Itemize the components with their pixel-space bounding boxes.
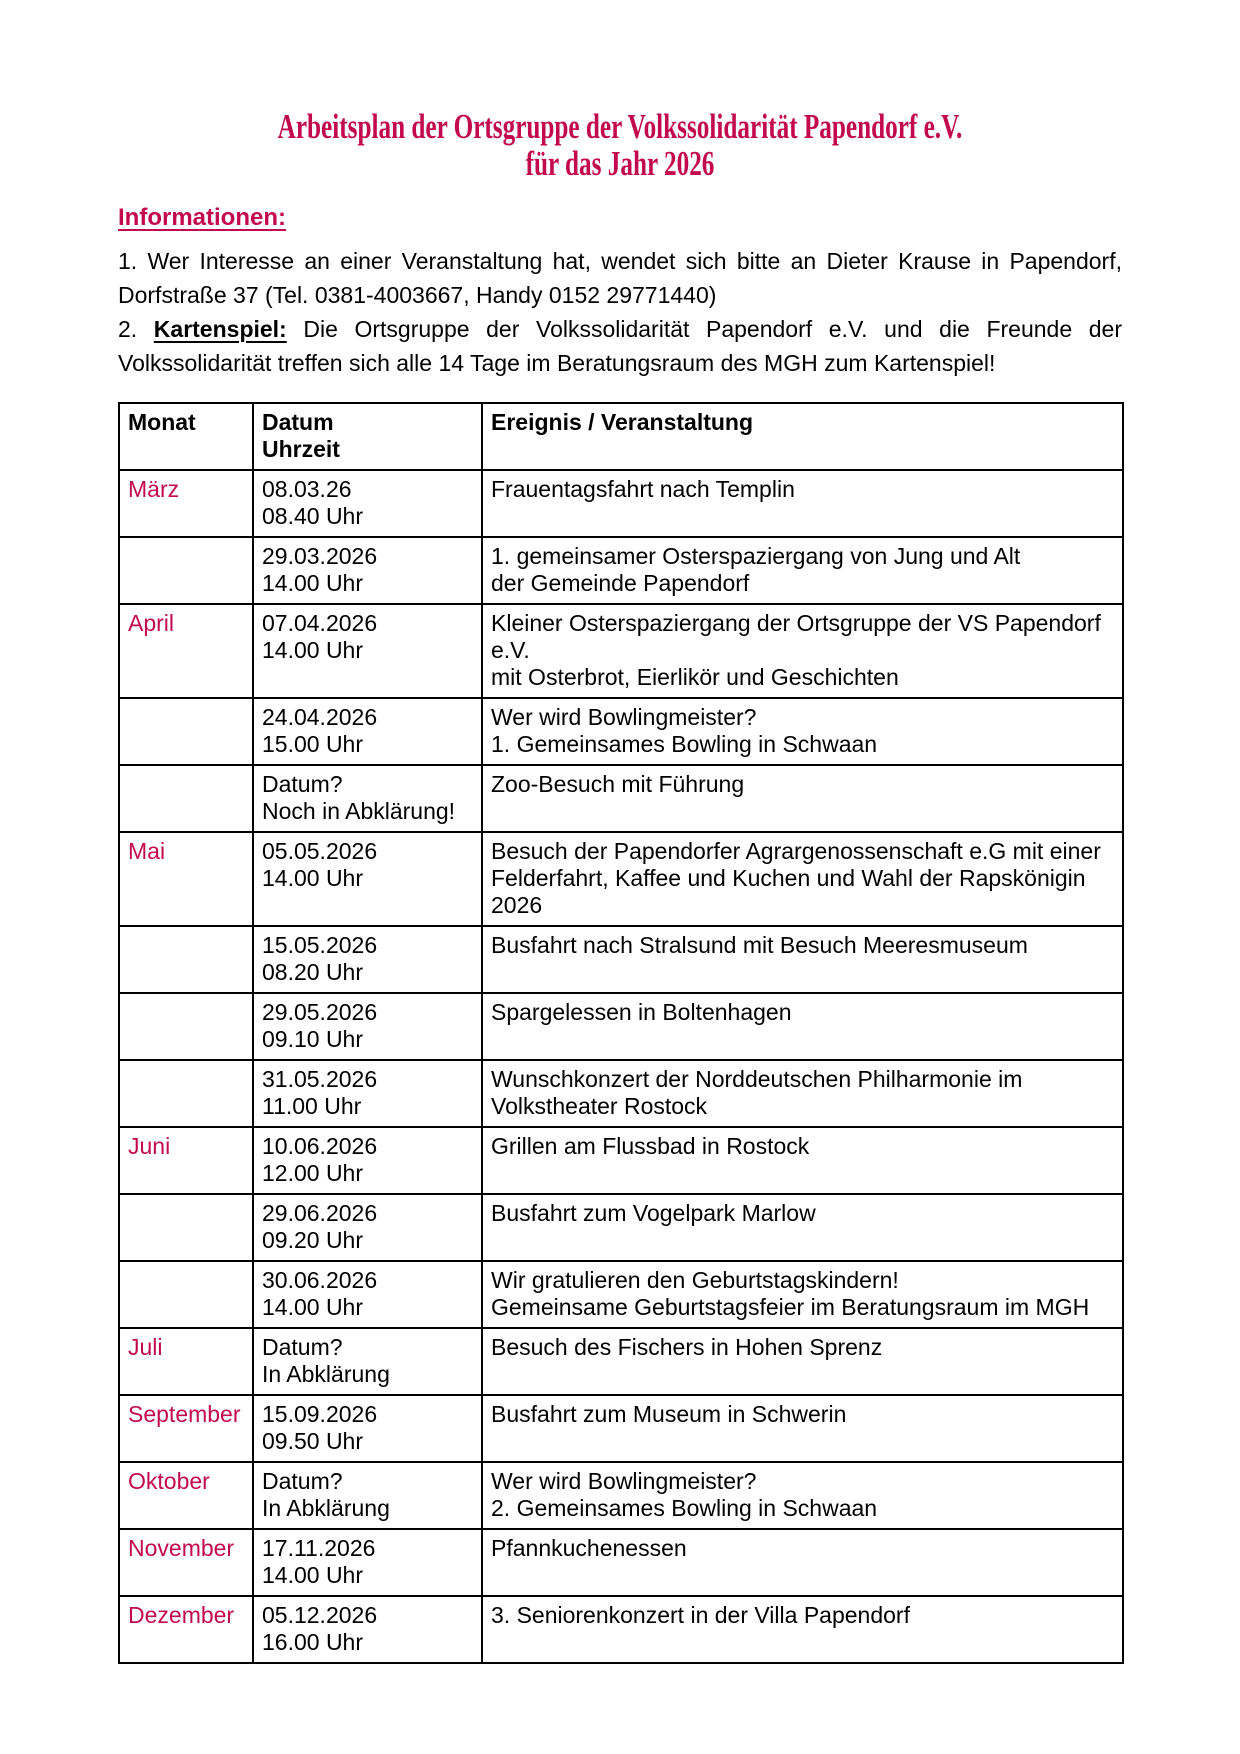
date-cell: Datum? In Abklärung xyxy=(253,1462,482,1529)
date-cell: 24.04.2026 15.00 Uhr xyxy=(253,698,482,765)
month-cell xyxy=(119,1261,253,1328)
date-cell: 07.04.2026 14.00 Uhr xyxy=(253,604,482,698)
info-item-2 xyxy=(118,312,1122,380)
date-cell: 31.05.2026 11.00 Uhr xyxy=(253,1060,482,1127)
event-cell: Zoo-Besuch mit Führung xyxy=(482,765,1123,832)
schedule-header xyxy=(119,403,1123,470)
table-row xyxy=(119,1462,1123,1529)
event-cell: Busfahrt nach Stralsund mit Besuch Meeresmuseum xyxy=(482,926,1123,993)
event-cell: Wer wird Bowlingmeister? 2. Gemeinsames Bowling in Schwaan xyxy=(482,1462,1123,1529)
event-cell: Frauentagsfahrt nach Templin xyxy=(482,470,1123,537)
table-row xyxy=(119,832,1123,926)
info-item-2-text: Die Ortsgruppe der Volkssolidarität Papendorf e.V. und die Freunde der Volkssolidarität treffen sich alle 14 Tage im Beratungsraum des MGH zum Kartenspiel! xyxy=(118,316,1122,376)
date-cell: 08.03.26 08.40 Uhr xyxy=(253,470,482,537)
schedule-body xyxy=(119,470,1123,1663)
month-cell xyxy=(119,698,253,765)
info-item-1: 1. Wer Interesse an einer Veranstaltung hat, wendet sich bitte an Dieter Krause in Papendorf, Dorfstraße 37 (Tel. 0381-4003667, Handy 0152 29771440) xyxy=(118,248,1122,308)
month-cell: September xyxy=(119,1395,253,1462)
month-cell xyxy=(119,765,253,832)
date-cell: 10.06.2026 12.00 Uhr xyxy=(253,1127,482,1194)
event-cell: Besuch des Fischers in Hohen Sprenz xyxy=(482,1328,1123,1395)
column-header-datum-uhrzeit xyxy=(253,403,482,470)
month-cell: März xyxy=(119,470,253,537)
table-row xyxy=(119,1194,1123,1261)
date-cell: Datum? In Abklärung xyxy=(253,1328,482,1395)
date-cell: 29.06.2026 09.20 Uhr xyxy=(253,1194,482,1261)
month-cell: Dezember xyxy=(119,1596,253,1663)
column-header-ereignis: Ereignis / Veranstaltung xyxy=(482,403,1123,470)
info-item-2-keyword: Kartenspiel: xyxy=(153,316,287,342)
event-cell: Wunschkonzert der Norddeutschen Philharmonie im Volkstheater Rostock xyxy=(482,1060,1123,1127)
month-cell xyxy=(119,1194,253,1261)
event-cell: 1. gemeinsamer Osterspaziergang von Jung und Alt der Gemeinde Papendorf xyxy=(482,537,1123,604)
table-row xyxy=(119,537,1123,604)
schedule-table xyxy=(118,402,1124,1664)
table-row xyxy=(119,1395,1123,1462)
date-cell: 15.09.2026 09.50 Uhr xyxy=(253,1395,482,1462)
month-cell: Oktober xyxy=(119,1462,253,1529)
date-cell: 15.05.2026 08.20 Uhr xyxy=(253,926,482,993)
date-cell: Datum? Noch in Abklärung! xyxy=(253,765,482,832)
page-title xyxy=(259,108,982,182)
page-title-line1: Arbeitsplan der Ortsgruppe der Volkssolidarität Papendorf e.V. xyxy=(277,107,963,146)
month-cell: Mai xyxy=(119,832,253,926)
table-row xyxy=(119,604,1123,698)
month-cell: Juni xyxy=(119,1127,253,1194)
event-cell: Pfannkuchenessen xyxy=(482,1529,1123,1596)
month-cell xyxy=(119,1060,253,1127)
month-cell xyxy=(119,993,253,1060)
event-cell: Busfahrt zum Museum in Schwerin xyxy=(482,1395,1123,1462)
event-cell: 3. Seniorenkonzert in der Villa Papendorf xyxy=(482,1596,1123,1663)
month-cell: November xyxy=(119,1529,253,1596)
date-cell: 30.06.2026 14.00 Uhr xyxy=(253,1261,482,1328)
event-cell: Besuch der Papendorfer Agrargenossenschaft e.G mit einer Felderfahrt, Kaffee und Kuchen und Wahl der Rapskönigin 2026 xyxy=(482,832,1123,926)
month-cell xyxy=(119,537,253,604)
table-row xyxy=(119,698,1123,765)
info-heading: Informationen: xyxy=(118,204,286,231)
table-row xyxy=(119,1060,1123,1127)
table-row xyxy=(119,926,1123,993)
column-header-monat: Monat xyxy=(119,403,253,470)
event-cell: Spargelessen in Boltenhagen xyxy=(482,993,1123,1060)
page-title-line2: für das Jahr 2026 xyxy=(525,144,715,183)
info-item-2-number: 2. xyxy=(118,316,154,342)
table-row xyxy=(119,1261,1123,1328)
date-cell: 05.12.2026 16.00 Uhr xyxy=(253,1596,482,1663)
event-cell: Wir gratulieren den Geburtstagskindern! Gemeinsame Geburtstagsfeier im Beratungsraum im MGH xyxy=(482,1261,1123,1328)
table-row xyxy=(119,1596,1123,1663)
month-cell xyxy=(119,926,253,993)
month-cell: April xyxy=(119,604,253,698)
table-row xyxy=(119,993,1123,1060)
date-cell: 29.03.2026 14.00 Uhr xyxy=(253,537,482,604)
date-cell: 29.05.2026 09.10 Uhr xyxy=(253,993,482,1060)
table-row xyxy=(119,1529,1123,1596)
table-row xyxy=(119,470,1123,537)
column-header-datum: Datum xyxy=(262,409,334,435)
table-row xyxy=(119,1127,1123,1194)
page-content xyxy=(118,0,1122,1664)
date-cell: 17.11.2026 14.00 Uhr xyxy=(253,1529,482,1596)
month-cell: Juli xyxy=(119,1328,253,1395)
table-row xyxy=(119,1328,1123,1395)
event-cell: Busfahrt zum Vogelpark Marlow xyxy=(482,1194,1123,1261)
table-row xyxy=(119,765,1123,832)
column-header-uhrzeit: Uhrzeit xyxy=(262,436,340,462)
event-cell: Kleiner Osterspaziergang der Ortsgruppe der VS Papendorf e.V. mit Osterbrot, Eierlikör und Geschichten xyxy=(482,604,1123,698)
event-cell: Wer wird Bowlingmeister? 1. Gemeinsames Bowling in Schwaan xyxy=(482,698,1123,765)
date-cell: 05.05.2026 14.00 Uhr xyxy=(253,832,482,926)
header-row xyxy=(119,403,1123,470)
event-cell: Grillen am Flussbad in Rostock xyxy=(482,1127,1123,1194)
